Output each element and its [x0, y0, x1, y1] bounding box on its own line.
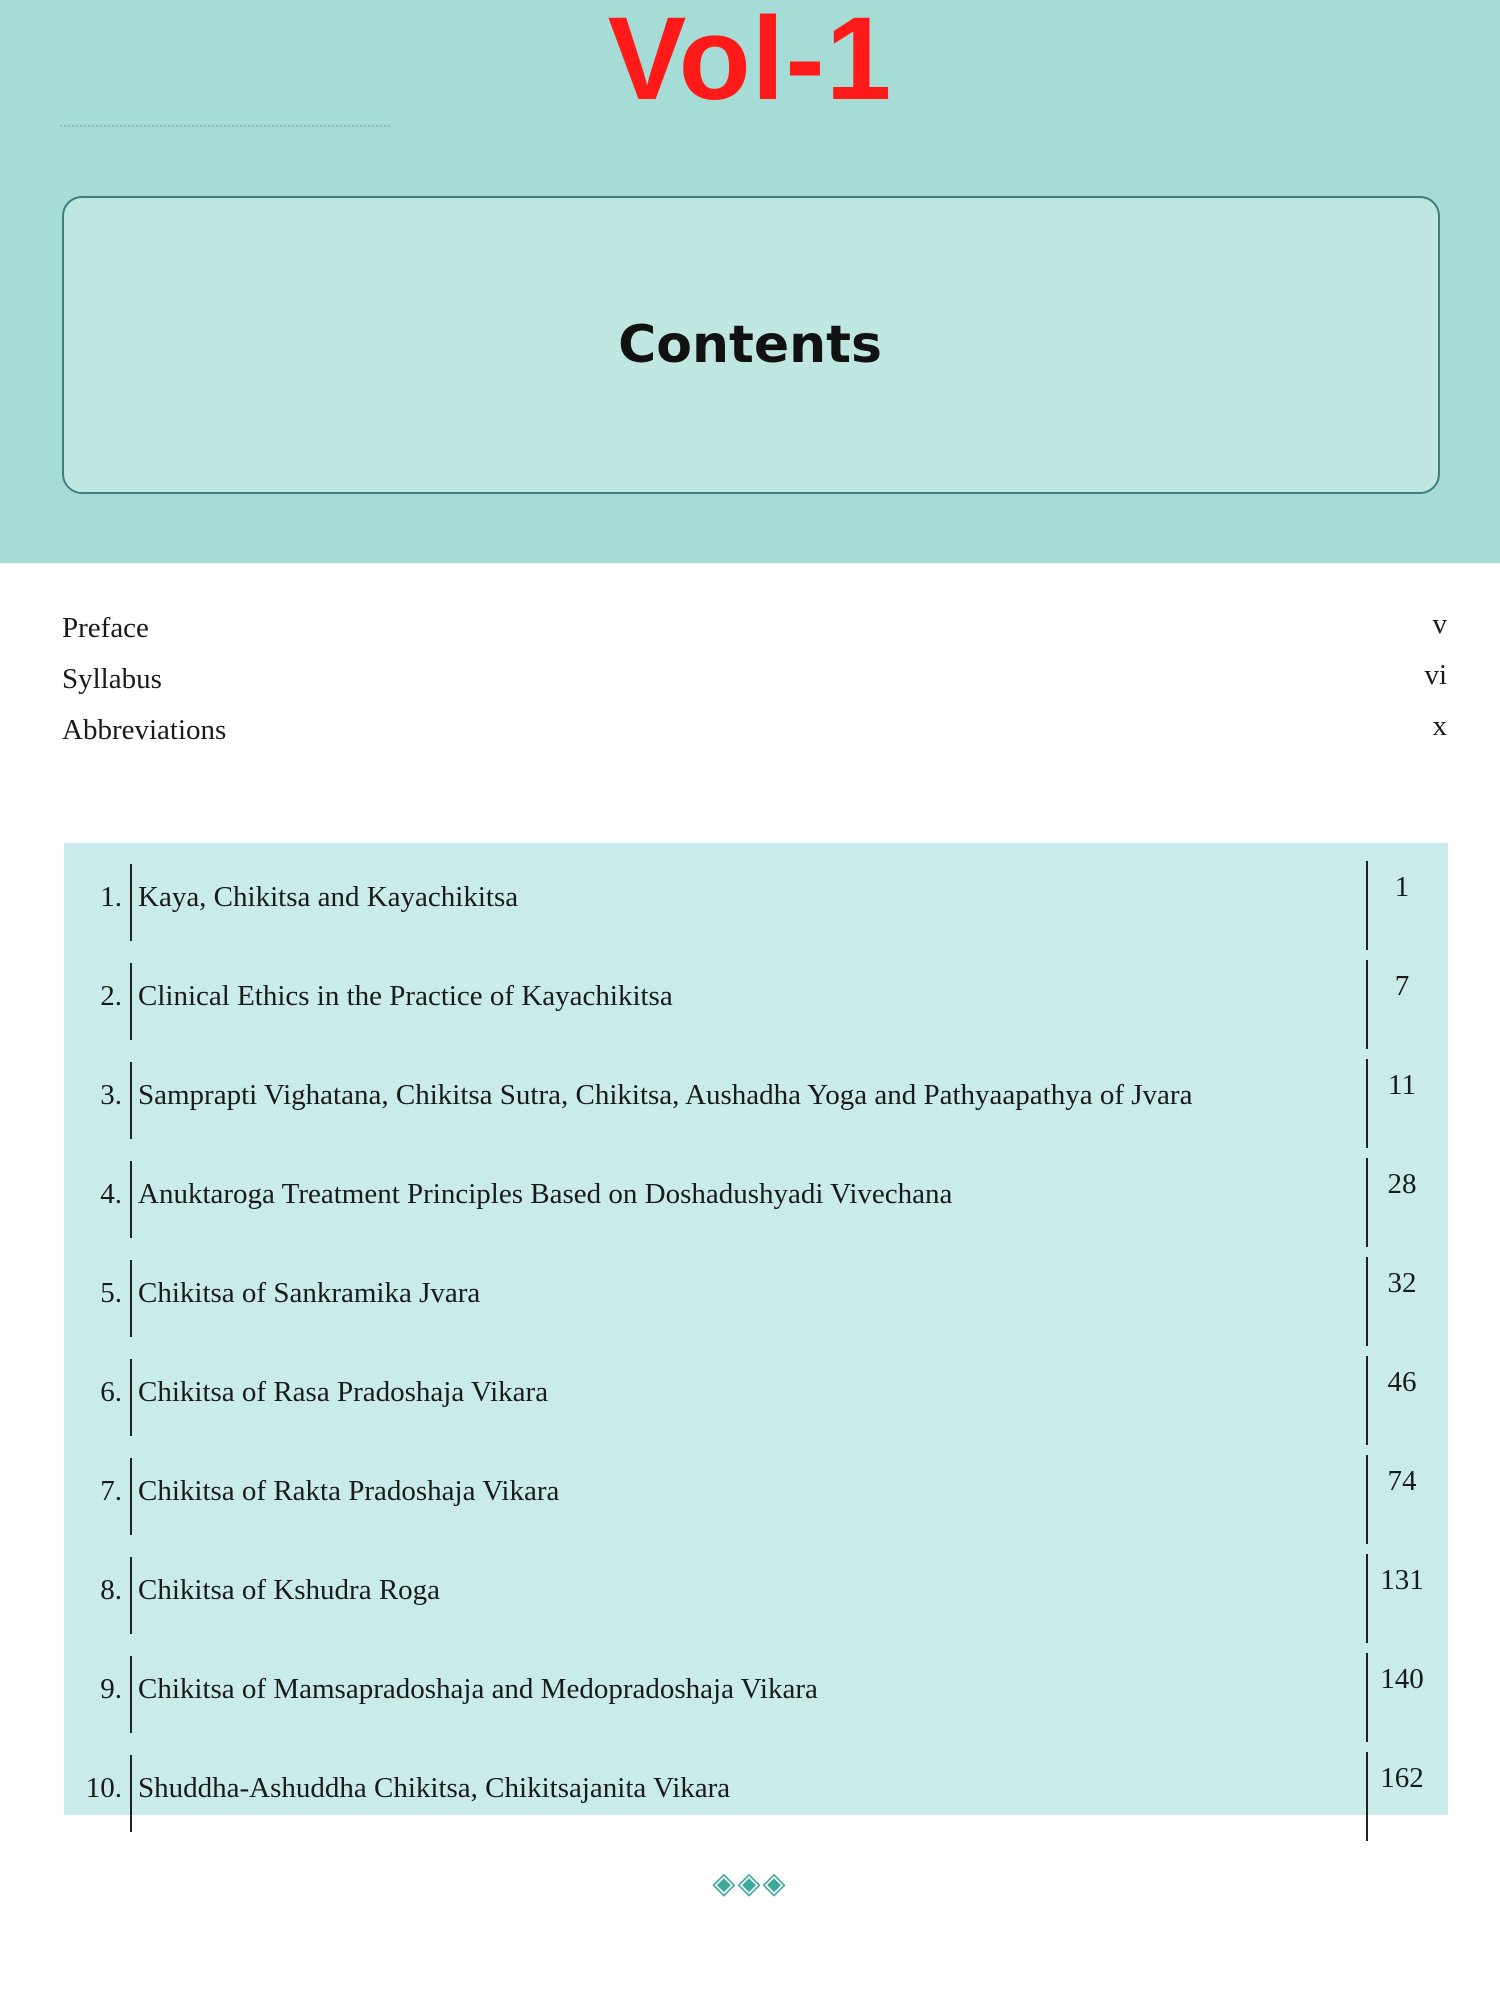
column-divider [130, 1656, 132, 1733]
chapter-row[interactable] [64, 1259, 1448, 1358]
chapter-page: 28 [1387, 1168, 1417, 1200]
column-divider [130, 1260, 132, 1337]
volume-label: Vol-1 [607, 0, 893, 125]
chapter-title: Chikitsa of Mamsapradoshaja and Medopradoshaja Vikara [138, 1673, 818, 1705]
chapter-number: 1. [100, 881, 122, 913]
column-divider [130, 864, 132, 941]
column-divider [130, 1557, 132, 1634]
chapter-page: 74 [1387, 1465, 1417, 1497]
chapter-row[interactable] [64, 1061, 1448, 1160]
chapter-title: Clinical Ethics in the Practice of Kayachikitsa [138, 980, 673, 1012]
chapter-page: 1 [1394, 871, 1410, 903]
chapter-page: 140 [1380, 1663, 1424, 1695]
front-matter-page: v [1432, 608, 1447, 640]
chapter-title: Anuktaroga Treatment Principles Based on Doshadushyadi Vivechana [138, 1178, 953, 1210]
chapter-row[interactable] [64, 863, 1448, 962]
chapter-page: 131 [1380, 1564, 1424, 1596]
chapter-number: 6. [100, 1376, 122, 1408]
chapter-row[interactable] [64, 1358, 1448, 1457]
chapter-title: Chikitsa of Rakta Pradoshaja Vikara [138, 1475, 560, 1507]
chapter-page: 7 [1394, 970, 1410, 1002]
front-matter-page: vi [1424, 659, 1447, 691]
chapter-number: 10. [85, 1772, 122, 1804]
front-matter-title: Preface [62, 612, 149, 644]
front-matter-item[interactable] [62, 659, 1447, 714]
chapter-row[interactable] [64, 1556, 1448, 1655]
column-divider [130, 1161, 132, 1238]
column-divider [130, 1062, 132, 1139]
chapter-page: 46 [1387, 1366, 1417, 1398]
front-matter-page: x [1432, 710, 1447, 742]
chapter-number: 2. [100, 980, 122, 1012]
page-title: Contents [618, 315, 882, 375]
chapter-row[interactable] [64, 1655, 1448, 1754]
chapter-table [64, 843, 1448, 1815]
chapter-number: 8. [100, 1574, 122, 1606]
diamond-ornament-icon: ◈◈◈ [712, 1866, 788, 1901]
chapter-title: Chikitsa of Kshudra Roga [138, 1574, 441, 1606]
chapter-title: Shuddha-Ashuddha Chikitsa, Chikitsajanita Vikara [138, 1772, 731, 1804]
front-matter-item[interactable] [62, 608, 1447, 663]
chapter-number: 3. [100, 1079, 122, 1111]
front-matter-list [62, 608, 1447, 765]
front-matter-item[interactable] [62, 710, 1447, 765]
column-divider [130, 1755, 132, 1832]
chapter-row[interactable] [64, 1457, 1448, 1556]
chapter-title: Chikitsa of Sankramika Jvara [138, 1277, 481, 1309]
front-matter-title: Abbreviations [62, 714, 227, 746]
chapter-title: Kaya, Chikitsa and Kayachikitsa [138, 881, 519, 913]
chapter-row[interactable] [64, 1754, 1448, 1853]
chapter-row[interactable] [64, 962, 1448, 1061]
decorative-dotted-line [60, 125, 390, 127]
chapter-title: Chikitsa of Rasa Pradoshaja Vikara [138, 1376, 549, 1408]
chapter-page: 32 [1387, 1267, 1417, 1299]
column-divider [130, 1359, 132, 1436]
chapter-page: 162 [1380, 1762, 1424, 1794]
chapter-number: 4. [100, 1178, 122, 1210]
column-divider [130, 963, 132, 1040]
chapter-row[interactable] [64, 1160, 1448, 1259]
column-divider [130, 1458, 132, 1535]
chapter-title: Samprapti Vighatana, Chikitsa Sutra, Chikitsa, Aushadha Yoga and Pathyaapathya of Jvara [138, 1079, 1193, 1111]
chapter-number: 9. [100, 1673, 122, 1705]
chapter-page: 11 [1388, 1069, 1416, 1101]
chapter-number: 5. [100, 1277, 122, 1309]
chapter-number: 7. [100, 1475, 122, 1507]
front-matter-title: Syllabus [62, 663, 162, 695]
